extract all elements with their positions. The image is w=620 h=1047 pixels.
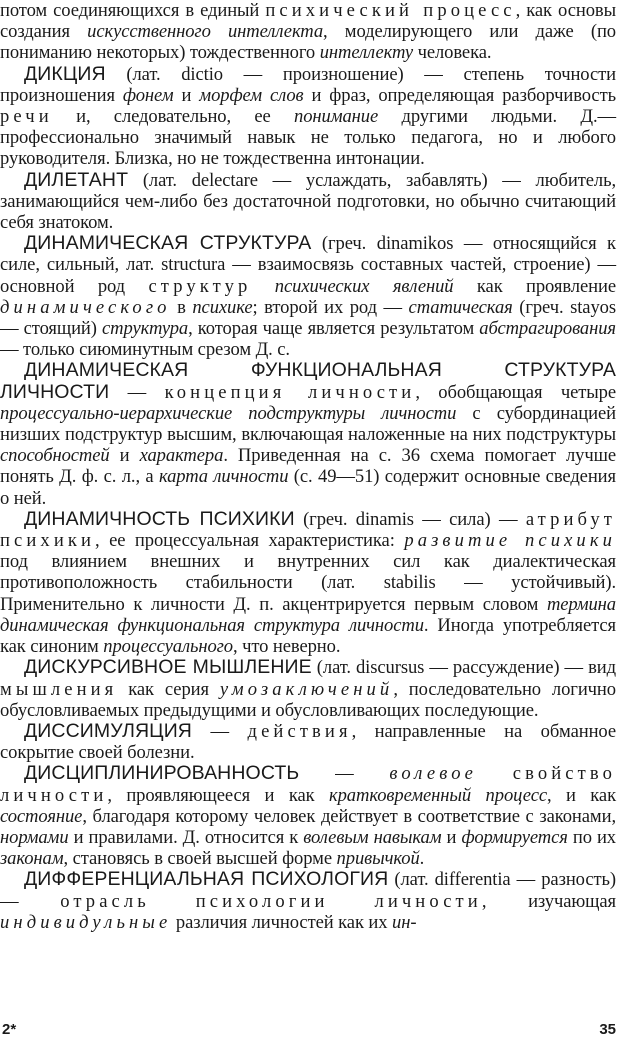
text-run: с субординацией низших подструктур высшим, включающая наложенные на них подструктуры (0, 402, 616, 446)
text-run: фонем (122, 84, 174, 106)
text-run: (лат. delectare — услаждать, забавлять) — любитель, занимающийся чем-либо без достаточной подготовки, но обычно считающий себя знатоком. (0, 169, 616, 234)
text-run: , проявляющееся и как (107, 784, 329, 806)
text-run: нормами (0, 826, 69, 848)
text-run: абстрагирования (479, 318, 616, 340)
text-run: ин- (392, 911, 417, 933)
text-run: отрасль психологии личности (60, 890, 482, 912)
text-run: искусственного интеллекта (87, 21, 324, 43)
text-run: . Приведенная на с. 36 схема помогает лучше понять Д. ф. с. л., а (0, 445, 616, 488)
text-run: человека. (413, 42, 492, 64)
entry-dinamicheskaya-struktura (0, 233, 616, 360)
text-run: — (192, 720, 248, 742)
page-number: 35 (599, 1021, 616, 1038)
entry-diskursivnoe (0, 657, 616, 721)
text-run: — (299, 763, 390, 785)
text-run: другими людьми. Д.— профессионально значимый навык не только педагога, но и любого руководителя. Близка, но не тождественна интонации. (0, 106, 616, 170)
text-run: законам (0, 848, 64, 870)
text-run: кратковременный процесс (329, 784, 548, 806)
text-run: атрибут психики (0, 508, 617, 552)
text-run: и (109, 445, 140, 467)
text-run: развитие психики (404, 530, 616, 552)
entry-diletant (0, 170, 616, 234)
text-run (251, 276, 274, 297)
text-run: под влиянием внешних и внутренних сил как диалектическая противоположность стабильности (лат. stabilis — устойчивый). Применительно к личности Д. п. акцентрируется первым словом (0, 551, 616, 615)
printer-signature: 2* (2, 1021, 17, 1038)
text-run: , ее процессуальная характеристика: (95, 530, 405, 552)
text-run: по их (567, 826, 616, 848)
entry-dikciya (0, 64, 616, 170)
text-run: структура (102, 318, 189, 340)
text-run: концепция личности (164, 381, 416, 403)
text-run: , обобщающая четыре (415, 381, 616, 403)
entry-differencialnaya (0, 869, 616, 933)
text-run: , как основы создания (0, 0, 616, 43)
text-run: процессуального (103, 636, 233, 658)
text-run: морфем слов (199, 84, 304, 106)
entry-dinamichnost (0, 509, 616, 657)
text-run: — (109, 381, 165, 403)
entry-headword: ДИЛЕТАНТ (24, 168, 129, 191)
text-run: ; второй их род — (252, 296, 409, 318)
text-run: , становясь в своей высшей форме (63, 848, 337, 870)
entry-headword: ДИКЦИЯ (24, 62, 106, 85)
entry-headword: ДИССИМУЛЯЦИЯ (24, 719, 192, 742)
entry-dissimulyaciya (0, 721, 616, 763)
text-run: характера (139, 445, 224, 467)
text-run: карта личности (158, 466, 289, 488)
text-run: и, следовательно, ее (52, 106, 294, 128)
text-run: , изучающая (481, 890, 616, 912)
text-run: (с. 49—51) содержит основные сведения о ней. (0, 466, 616, 509)
text-run: (греч. stayos — стоящий) (0, 296, 616, 340)
text-run: интеллекту (319, 42, 414, 64)
text-run: динамического (0, 296, 171, 318)
text-run: — только сиюминутным срезом Д. с. (0, 339, 290, 361)
text-run: , направленные на обманное сокрытие своей болезни. (0, 720, 617, 764)
entry-headword: ДИНАМИЧЕСКАЯ ФУНКЦИОНАЛЬНАЯ СТРУКТУРА ЛИЧНОСТИ (0, 359, 616, 403)
entry-headword: ДИНАМИЧНОСТЬ ПСИХИКИ (24, 507, 295, 530)
text-run: состояние (0, 805, 83, 827)
page-footer (2, 1021, 616, 1043)
text-run: структур (148, 275, 252, 297)
text-run: (греч. dinamikos — относящийся к силе, сильный, лат. structura — взаимосвязь составных частей, строение) — основной род (0, 233, 616, 297)
text-run: действия (247, 720, 352, 742)
text-run: потом соединяющихся в единый (0, 0, 266, 21)
text-run: , моделирующего или даже (по пониманию некоторых) тождественного (0, 21, 616, 64)
text-run: мышления (0, 678, 118, 700)
text-run: индивидульные (0, 911, 172, 933)
text-run: и правилами. Д. относится к (68, 826, 304, 848)
text-run: и фраз, определяющая разборчивость (303, 84, 616, 106)
text-run: волевым навыкам (303, 826, 442, 848)
text-run: привычкой (336, 848, 420, 870)
text-run: (лат. dictio — произношение) — степень точности произношения (0, 63, 616, 106)
text-run: статическая (408, 296, 513, 318)
text-run: (лат. differentia — разность) — (0, 869, 616, 912)
text-run: речи (0, 106, 53, 128)
text-run: (греч. dinamis — сила) — (294, 508, 526, 530)
text-run: . (419, 848, 425, 870)
text-run: в (170, 296, 193, 318)
text-run: и (173, 84, 200, 106)
text-run: способностей (0, 445, 110, 467)
text-run: , последовательно логично обусловливаемых предыдущими и обусловливающих последующие. (0, 678, 616, 721)
text-run: волевое (389, 763, 477, 785)
text-run: , и как (547, 784, 617, 806)
text-run: формируется (461, 826, 568, 848)
text-run: понимание (294, 106, 379, 128)
text-run: , благодаря которому человек действует в соответствие с законами, (82, 805, 616, 827)
text-run: как проявление (453, 275, 616, 297)
text-run: свойство личности (0, 763, 616, 806)
entry-headword: ДИНАМИЧЕСКАЯ СТРУКТУРА (24, 232, 312, 255)
text-run: психических явлений (274, 275, 454, 297)
text-run: (лат. discursus — рассуждение) — вид (311, 657, 616, 679)
text-run: , что неверно. (233, 636, 341, 658)
text-run: различия личностей как их (171, 911, 393, 933)
text-run: . Иногда употребляется как синоним (0, 614, 616, 658)
text-run: , которая чаще является результатом (188, 318, 480, 340)
text-run: термина динамическая функциональная структура личности (0, 593, 616, 636)
text-run: процессуально-иерархические подструктуры личности (0, 402, 457, 424)
text-run: как серия (117, 678, 220, 700)
entry-headword: ДИСЦИПЛИНИРОВАННОСТЬ (24, 762, 300, 785)
entry-headword: ДИСКУРСИВНОЕ МЫШЛЕНИЕ (24, 656, 312, 679)
text-run: психике (192, 296, 253, 318)
text-run (477, 763, 513, 784)
text-run: и (441, 826, 462, 848)
text-run: психический процесс (265, 0, 516, 21)
entry-disciplinirovannost (0, 763, 616, 869)
text-run: умозаключений (219, 678, 394, 700)
entry-dinamicheskaya-funkcionalnaya (0, 360, 616, 508)
entry-continuation (0, 0, 616, 64)
entry-headword: ДИФФЕРЕНЦИАЛЬНАЯ ПСИХОЛОГИЯ (24, 868, 389, 891)
